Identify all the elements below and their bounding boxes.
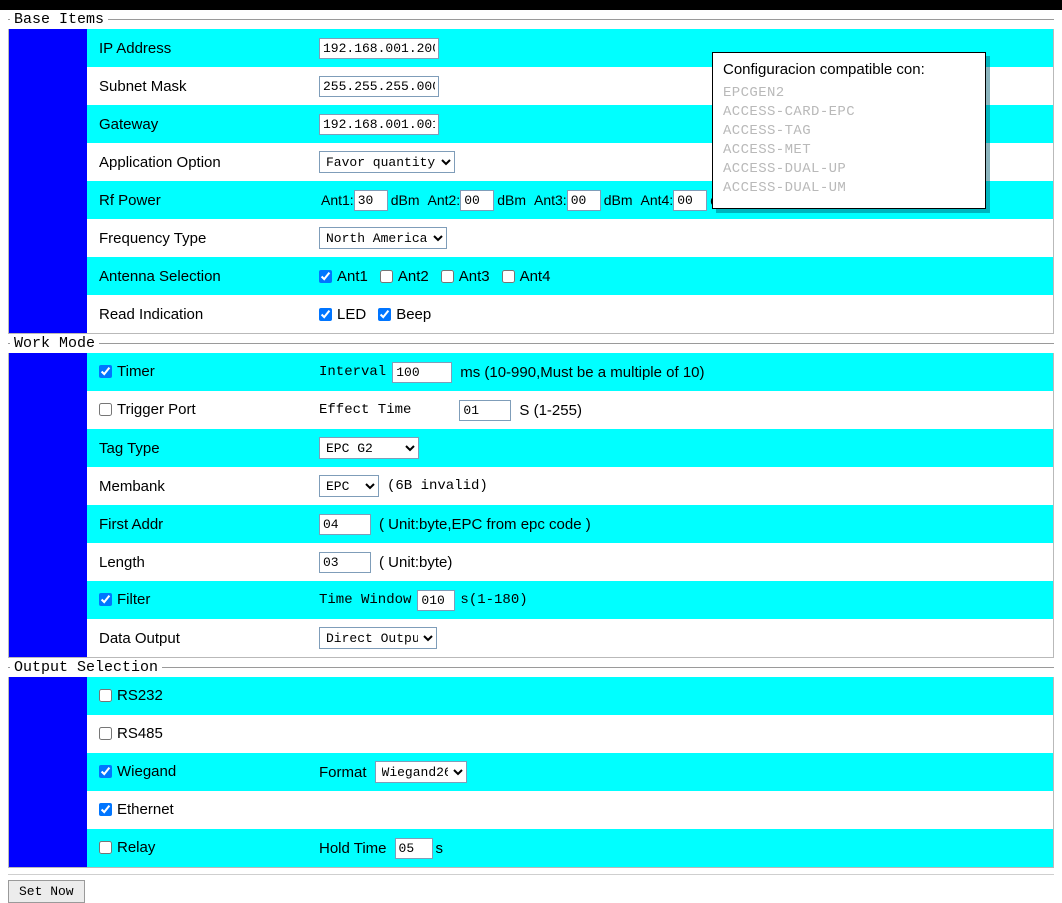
output-selection-title: Output Selection — [10, 659, 162, 676]
interval-label: Interval — [319, 364, 387, 380]
relay-checkbox-wrap[interactable] — [99, 839, 155, 856]
led-label: LED — [337, 305, 367, 323]
ant2-power-input[interactable] — [460, 190, 494, 211]
set-now-button[interactable]: Set Now — [8, 880, 85, 903]
row-trigger-port — [87, 391, 1053, 429]
rs485-checkbox[interactable] — [99, 727, 112, 740]
membank-hint: (6B invalid) — [387, 478, 488, 494]
output-selection-sidebar — [9, 677, 87, 867]
antenna-2-label: Ant2 — [397, 267, 429, 285]
row-first-addr — [87, 505, 1053, 543]
first-addr-label: First Addr — [99, 515, 164, 533]
beep-label: Beep — [396, 305, 432, 323]
ant3-power-input[interactable] — [567, 190, 601, 211]
trigger-port-label: Trigger Port — [117, 400, 196, 418]
filter-label-wrap — [93, 591, 319, 610]
hold-time-unit: s — [435, 839, 444, 857]
tag-type-label: Tag Type — [99, 439, 160, 457]
row-antenna-selection — [87, 257, 1053, 295]
row-rs485 — [87, 715, 1053, 753]
compatibility-tooltip-title: Configuracion compatible con: — [723, 61, 925, 78]
membank-select[interactable] — [319, 475, 379, 497]
hold-time-input[interactable] — [395, 838, 433, 859]
time-window-input[interactable] — [417, 590, 455, 611]
row-tag-type — [87, 429, 1053, 467]
length-label: Length — [99, 553, 145, 571]
membank-label: Membank — [99, 477, 165, 495]
antenna-2-checkbox-wrap[interactable] — [380, 268, 429, 285]
output-selection-panel — [8, 677, 1054, 868]
antenna-3-checkbox[interactable] — [441, 270, 454, 283]
row-wiegand — [87, 753, 1053, 791]
timer-checkbox[interactable] — [99, 365, 112, 378]
antenna-4-checkbox[interactable] — [502, 270, 515, 283]
base-items-sidebar — [9, 29, 87, 333]
frequency-type-select[interactable] — [319, 227, 447, 249]
interval-hint: ms (10-990,Must be a multiple of 10) — [460, 363, 705, 381]
ant1-prefix-label: Ant1: — [321, 192, 354, 208]
length-hint: ( Unit:byte) — [379, 553, 453, 571]
antenna-4-label: Ant4 — [519, 267, 551, 285]
compatibility-item: ACCESS-DUAL-UM — [723, 180, 847, 196]
ip-address-label: IP Address — [99, 39, 172, 57]
timer-label-wrap — [93, 363, 319, 382]
output-selection-divider — [8, 667, 1054, 668]
row-read-indication — [87, 295, 1053, 333]
base-items-divider — [8, 19, 1054, 20]
wiegand-checkbox[interactable] — [99, 765, 112, 778]
row-relay — [87, 829, 1053, 867]
ant1-power-input[interactable] — [354, 190, 388, 211]
wiegand-format-select[interactable] — [375, 761, 467, 783]
gateway-input[interactable] — [319, 114, 439, 135]
antenna-4-checkbox-wrap[interactable] — [502, 268, 551, 285]
footer-divider — [8, 874, 1054, 875]
ant4-power-input[interactable] — [673, 190, 707, 211]
compatibility-item: ACCESS-TAG — [723, 123, 812, 139]
first-addr-hint: ( Unit:byte,EPC from epc code ) — [379, 515, 591, 533]
led-checkbox[interactable] — [319, 308, 332, 321]
effect-time-input[interactable] — [459, 400, 511, 421]
application-option-label: Application Option — [99, 153, 221, 171]
filter-checkbox[interactable] — [99, 593, 112, 606]
ethernet-label-wrap — [93, 801, 319, 820]
frequency-type-label: Frequency Type — [99, 229, 207, 247]
timer-label: Timer — [117, 362, 155, 380]
first-addr-input[interactable] — [319, 514, 371, 535]
antenna-3-label: Ant3 — [458, 267, 490, 285]
row-filter — [87, 581, 1053, 619]
work-mode-section — [0, 334, 1062, 658]
relay-label-wrap — [93, 839, 319, 858]
row-membank — [87, 467, 1053, 505]
rs232-checkbox-wrap[interactable] — [99, 687, 163, 704]
output-selection-section — [0, 658, 1062, 868]
work-mode-sidebar — [9, 353, 87, 657]
ant2-prefix-label: Ant2: — [427, 192, 461, 208]
row-rs232 — [87, 677, 1053, 715]
trigger-port-checkbox[interactable] — [99, 403, 112, 416]
relay-label: Relay — [117, 838, 156, 856]
time-window-hint: s(1-180) — [460, 592, 528, 608]
compatibility-item: ACCESS-DUAL-UP — [723, 161, 847, 177]
compatibility-item: EPCGEN2 — [723, 85, 785, 101]
compatibility-item: ACCESS-MET — [723, 142, 812, 158]
timer-checkbox-wrap[interactable] — [99, 363, 155, 380]
trigger-port-label-wrap — [93, 401, 319, 420]
wiegand-label: Wiegand — [117, 762, 177, 780]
wiegand-format-label: Format — [319, 763, 367, 781]
tag-type-select[interactable] — [319, 437, 419, 459]
effect-time-label: Effect Time — [319, 402, 412, 418]
row-data-output — [87, 619, 1053, 657]
wiegand-label-wrap — [93, 763, 319, 782]
row-ethernet — [87, 791, 1053, 829]
compatibility-item: ACCESS-CARD-EPC — [723, 104, 856, 120]
gateway-label: Gateway — [99, 115, 159, 133]
interval-input[interactable] — [392, 362, 452, 383]
compatibility-tooltip — [712, 52, 986, 209]
ethernet-checkbox[interactable] — [99, 803, 112, 816]
rs485-label-wrap — [93, 725, 319, 744]
time-window-label: Time Window — [319, 592, 412, 608]
trigger-port-checkbox-wrap[interactable] — [99, 401, 196, 418]
beep-checkbox[interactable] — [378, 308, 391, 321]
row-frequency-type — [87, 219, 1053, 257]
led-checkbox-wrap[interactable] — [319, 306, 366, 323]
row-length — [87, 543, 1053, 581]
read-indication-label: Read Indication — [99, 305, 204, 323]
antenna-1-checkbox-wrap[interactable] — [319, 268, 368, 285]
row-timer — [87, 353, 1053, 391]
ethernet-label: Ethernet — [117, 800, 174, 818]
ant3-prefix-label: Ant3: — [534, 192, 567, 208]
antenna-selection-label: Antenna Selection — [99, 267, 221, 285]
effect-time-hint: S (1-255) — [519, 401, 582, 419]
top-black-bar — [0, 0, 1062, 10]
antenna-3-checkbox-wrap[interactable] — [441, 268, 490, 285]
subnet-mask-input[interactable] — [319, 76, 439, 97]
data-output-label: Data Output — [99, 629, 180, 647]
ant4-prefix-label: Ant4: — [640, 192, 674, 208]
rs232-label-wrap — [93, 687, 319, 706]
footer — [8, 880, 1062, 903]
ip-address-input[interactable] — [319, 38, 439, 59]
wiegand-checkbox-wrap[interactable] — [99, 763, 176, 780]
base-items-title: Base Items — [10, 11, 108, 28]
antenna-1-label: Ant1 — [337, 267, 368, 285]
work-mode-title: Work Mode — [10, 335, 99, 352]
filter-label: Filter — [117, 590, 151, 608]
subnet-mask-label: Subnet Mask — [99, 77, 187, 95]
rs485-checkbox-wrap[interactable] — [99, 725, 163, 742]
ant2-dbm-label: dBm — [497, 192, 526, 208]
relay-checkbox[interactable] — [99, 841, 112, 854]
data-output-select[interactable] — [319, 627, 437, 649]
rs232-label: RS232 — [117, 686, 163, 704]
ant3-dbm-label: dBm — [603, 192, 633, 208]
ethernet-checkbox-wrap[interactable] — [99, 801, 174, 818]
application-option-select[interactable] — [319, 151, 455, 173]
filter-checkbox-wrap[interactable] — [99, 591, 150, 608]
rs485-label: RS485 — [117, 724, 163, 742]
work-mode-divider — [8, 343, 1054, 344]
beep-checkbox-wrap[interactable] — [378, 306, 431, 323]
work-mode-panel — [8, 353, 1054, 658]
length-input[interactable] — [319, 552, 371, 573]
antenna-2-checkbox[interactable] — [380, 270, 393, 283]
rs232-checkbox[interactable] — [99, 689, 112, 702]
ant1-dbm-label: dBm — [390, 192, 420, 208]
antenna-1-checkbox[interactable] — [319, 270, 332, 283]
rf-power-label: Rf Power — [99, 191, 161, 209]
hold-time-label: Hold Time — [319, 839, 387, 857]
